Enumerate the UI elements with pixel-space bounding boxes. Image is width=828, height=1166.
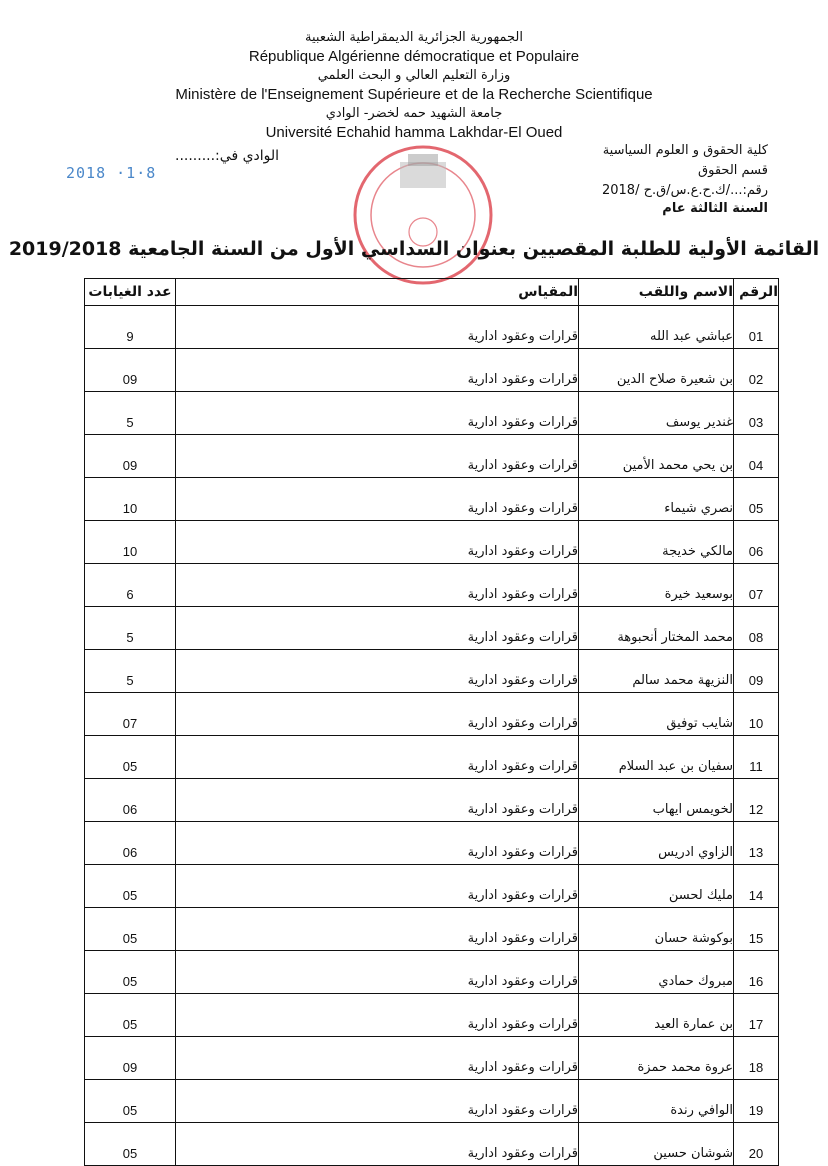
row-number: 15 [734,908,779,951]
absence-count: 05 [85,994,176,1037]
module-name: قرارات وعقود ادارية [176,650,579,693]
absence-count: 05 [85,951,176,994]
row-number: 04 [734,435,779,478]
table-row [85,951,779,994]
absence-count: 10 [85,478,176,521]
department-name: قسم الحقوق [698,163,768,178]
student-name: عباشي عبد الله [579,306,734,349]
row-number: 14 [734,865,779,908]
university-arabic: جامعة الشهيد حمه لخضر- الوادي [325,106,503,121]
student-name: بن يحي محمد الأمين [579,435,734,478]
table-row [85,865,779,908]
republic-french: République Algérienne démocratique et Populaire [248,48,580,65]
row-number: 10 [734,693,779,736]
republic-arabic: الجمهورية الجزائرية الديمقراطية الشعبية [305,30,523,45]
module-name: قرارات وعقود ادارية [176,779,579,822]
absence-count: 09 [85,435,176,478]
module-name: قرارات وعقود ادارية [176,349,579,392]
student-name: النزيهة محمد سالم [579,650,734,693]
row-number: 19 [734,1080,779,1123]
university-french: Université Echahid hamma Lakhdar-El Oued [265,124,563,141]
row-number: 18 [734,1037,779,1080]
table-row [85,736,779,779]
student-name: لخويمس ايهاب [579,779,734,822]
module-name: قرارات وعقود ادارية [176,521,579,564]
date-stamp: 2018 ·1·8 [66,164,157,182]
module-name: قرارات وعقود ادارية [176,306,579,349]
student-name: سفيان بن عبد السلام [579,736,734,779]
header-module: المقياس [176,279,579,306]
absence-count: 9 [85,306,176,349]
module-name: قرارات وعقود ادارية [176,607,579,650]
absence-count: 5 [85,650,176,693]
module-name: قرارات وعقود ادارية [176,693,579,736]
ministry-arabic: وزارة التعليم العالي و البحث العلمي [317,68,511,83]
student-name: مبروك حمادي [579,951,734,994]
ministry-french: Ministère de l'Enseignement Supérieure et de la Recherche Scientifique [175,86,653,103]
student-name: بن عمارة العيد [579,994,734,1037]
table-row [85,478,779,521]
module-name: قرارات وعقود ادارية [176,865,579,908]
header-absences: عدد الغيابات [85,279,176,306]
table-row [85,564,779,607]
row-number: 05 [734,478,779,521]
row-number: 20 [734,1123,779,1166]
table-row [85,822,779,865]
absence-count: 5 [85,607,176,650]
absence-count: 09 [85,349,176,392]
row-number: 17 [734,994,779,1037]
module-name: قرارات وعقود ادارية [176,994,579,1037]
table-row [85,306,779,349]
absence-count: 05 [85,865,176,908]
absence-count: 06 [85,822,176,865]
module-name: قرارات وعقود ادارية [176,951,579,994]
row-number: 13 [734,822,779,865]
student-name: شايب توفيق [579,693,734,736]
student-name: الوافي رندة [579,1080,734,1123]
table-row [85,650,779,693]
table-row [85,1037,779,1080]
row-number: 08 [734,607,779,650]
absence-count: 6 [85,564,176,607]
module-name: قرارات وعقود ادارية [176,736,579,779]
module-name: قرارات وعقود ادارية [176,1037,579,1080]
table-row [85,908,779,951]
table-row [85,779,779,822]
table-row [85,435,779,478]
row-number: 12 [734,779,779,822]
absence-count: 06 [85,779,176,822]
absence-count: 07 [85,693,176,736]
row-number: 02 [734,349,779,392]
student-name: مليك لحسن [579,865,734,908]
absence-count: 05 [85,908,176,951]
student-name: شوشان حسين [579,1123,734,1166]
student-name: نصري شيماء [579,478,734,521]
document-title: القائمة الأولية للطلبة المقصيين بعنوان السداسي الأول من السنة الجامعية 2019/2018 [8,238,820,260]
table-row [85,521,779,564]
student-name: غندير يوسف [579,392,734,435]
student-name: بن شعيرة صلاح الدين [579,349,734,392]
absence-count: 05 [85,1123,176,1166]
table-row [85,607,779,650]
study-year: السنة الثالثة عام [662,201,768,216]
table-row [85,693,779,736]
student-name: مالكي خديجة [579,521,734,564]
row-number: 16 [734,951,779,994]
absence-count: 5 [85,392,176,435]
row-number: 07 [734,564,779,607]
module-name: قرارات وعقود ادارية [176,392,579,435]
module-name: قرارات وعقود ادارية [176,435,579,478]
module-name: قرارات وعقود ادارية [176,1080,579,1123]
module-name: قرارات وعقود ادارية [176,908,579,951]
table-row [85,349,779,392]
table-row [85,1123,779,1166]
module-name: قرارات وعقود ادارية [176,478,579,521]
student-name: بوسعيد خيرة [579,564,734,607]
student-name: الزاوي ادريس [579,822,734,865]
row-number: 09 [734,650,779,693]
table-row [85,392,779,435]
header-name: الاسم واللقب [579,279,734,306]
module-name: قرارات وعقود ادارية [176,564,579,607]
reference-number: رقم:.../ك.ح.ع.س/ق.ح /2018 [601,183,768,198]
row-number: 06 [734,521,779,564]
student-name: محمد المختار أنحبوهة [579,607,734,650]
table-header-row [85,279,779,306]
faculty-name: كلية الحقوق و العلوم السياسية [602,143,768,158]
excluded-students-table [84,278,779,1166]
absence-count: 10 [85,521,176,564]
module-name: قرارات وعقود ادارية [176,1123,579,1166]
student-name: عروة محمد حمزة [579,1037,734,1080]
absence-count: 05 [85,1080,176,1123]
row-number: 01 [734,306,779,349]
header-number: الرقم [734,279,779,306]
student-name: بوكوشة حسان [579,908,734,951]
absence-count: 09 [85,1037,176,1080]
university-seal [348,140,498,290]
row-number: 11 [734,736,779,779]
table-row [85,994,779,1037]
absence-count: 05 [85,736,176,779]
module-name: قرارات وعقود ادارية [176,822,579,865]
row-number: 03 [734,392,779,435]
table-row [85,1080,779,1123]
place-date-line: الوادي في:......... [175,148,280,164]
